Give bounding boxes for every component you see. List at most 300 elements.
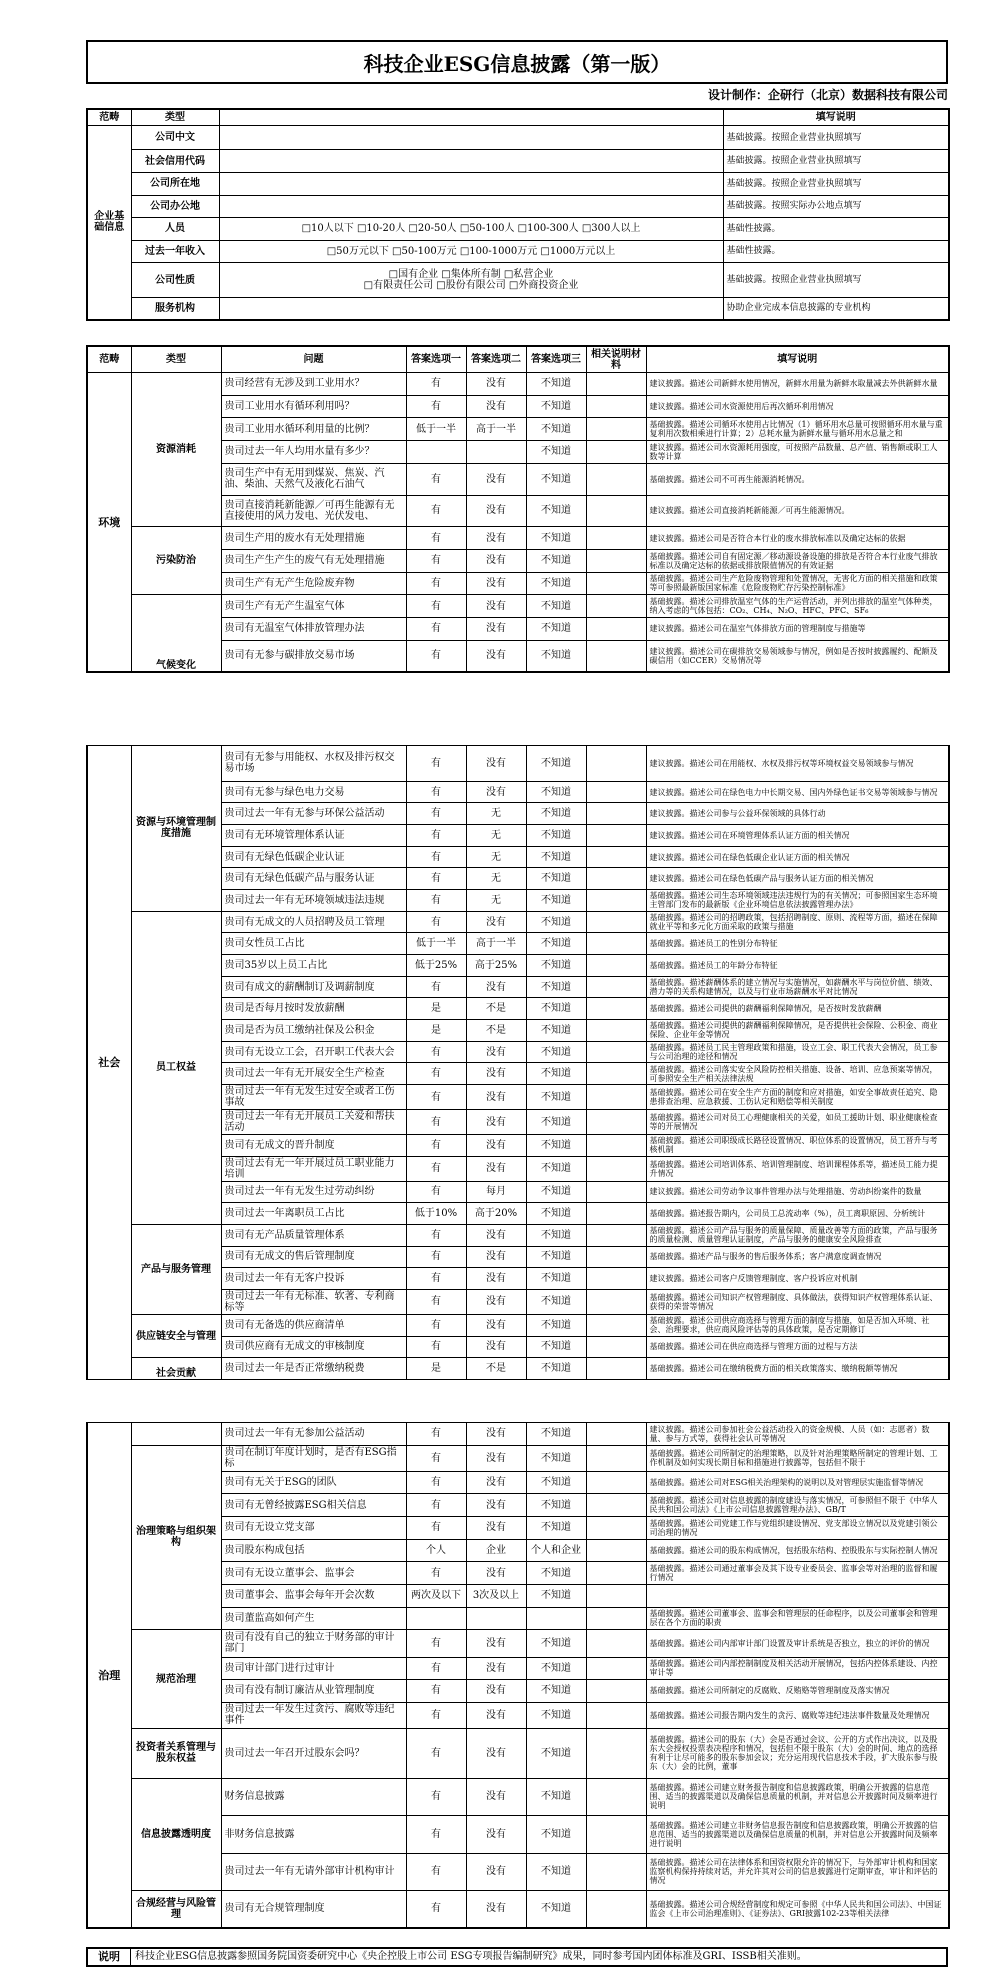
question-row <box>87 1445 949 1471</box>
answer-option-2: 没有 <box>466 1246 526 1268</box>
answer-option-2: 没有 <box>466 495 526 527</box>
fill-note: 基础披露。描述报告期内，公司员工总流动率（%），员工离职原因、分析统计 <box>646 1203 949 1225</box>
designer-credit: 设计制作：企研行（北京）数据科技有限公司 <box>707 88 948 102</box>
answer-option-2: 没有 <box>466 1890 526 1928</box>
fill-note: 基础披露。描述公司对ESG相关治理架构的说明以及对管理层实施监督等情况 <box>646 1471 949 1494</box>
type-label: 治理策略与组织架构 <box>136 1526 216 1549</box>
answer-option-3: 不知道 <box>526 933 586 955</box>
basic-note: 基础披露。按照实际办公地点填写 <box>723 195 949 218</box>
basic-note: 基础性披露。 <box>723 240 949 263</box>
type-cell <box>131 1224 221 1314</box>
category-cell <box>87 1423 131 1929</box>
fill-note: 基础披露。描述公司提供的薪酬福利保障情况，是否按时发放薪酬 <box>646 998 949 1020</box>
question-text: 贵司有无曾经披露ESG相关信息 <box>221 1494 406 1517</box>
answer-option-1: 有 <box>406 1246 466 1268</box>
material-cell <box>586 1423 646 1446</box>
answer-option-2: 没有 <box>466 1562 526 1585</box>
fill-note: 基础披露。描述公司建立财务报告制度和信息披露政策，明确公开披露的信息范围、适当的披露渠道以及确保信息质量的机制，并对信息公开披露时间及频率进行说明 <box>646 1778 949 1815</box>
material-cell <box>586 1156 646 1181</box>
question-text: 贵司生产用的废水有无处理措施 <box>221 527 406 550</box>
question-text: 贵司有无参与碳排放交易市场 <box>221 640 406 672</box>
fill-note: 建议披露。描述公司在环境管理体系认证方面的相关情况 <box>646 825 949 847</box>
answer-option-1: 有 <box>406 495 466 527</box>
answer-option-3: 不知道 <box>526 1517 586 1540</box>
material-cell <box>586 527 646 550</box>
question-text: 贵司有无备选的供应商清单 <box>221 1314 406 1336</box>
question-text: 贵司过去一年有无参与环保公益活动 <box>221 803 406 825</box>
type-cell <box>131 1778 221 1890</box>
material-cell <box>586 1289 646 1314</box>
material-cell <box>586 1246 646 1268</box>
basic-note: 基础披露。按照企业营业执照填写 <box>723 263 949 298</box>
fill-note: 基础披露。描述员工民主管理政策和措施，设立工会、职工代表大会情况，员工参与公司治理的途径和情况 <box>646 1041 949 1063</box>
answer-option-3: 不知道 <box>526 868 586 890</box>
type-cell <box>131 911 221 1224</box>
answer-option-2: 没有 <box>466 1085 526 1110</box>
material-cell <box>586 1562 646 1585</box>
question-text: 贵司供应商有无成文的审核制度 <box>221 1336 406 1358</box>
fill-note: 基础披露。描述公司在缴纳税费方面的相关政策落实、缴纳税额等情况 <box>646 1358 949 1380</box>
answer-option-1: 有 <box>406 1314 466 1336</box>
answer-option-1: 有 <box>406 527 466 550</box>
answer-option-2: 没有 <box>466 1728 526 1778</box>
fill-note: 基础披露。描述公司在供应商选择与管理方面的过程与方法 <box>646 1336 949 1358</box>
answer-option-3: 个人和企业 <box>526 1539 586 1562</box>
question-text: 贵司过去一年有无环境领域违法违规 <box>221 890 406 912</box>
governance-table <box>86 1422 950 1929</box>
material-cell <box>586 640 646 672</box>
answer-option-2: 没有 <box>466 640 526 672</box>
fill-note: 基础披露。描述公司自有固定源／移动源设备设施的排放是否符合本行业废气排放标准以及确定达标的依据或排放限值情况的有效证据 <box>646 549 949 572</box>
question-text: 贵司有无成文的晋升制度 <box>221 1135 406 1157</box>
material-cell <box>586 1517 646 1540</box>
fill-note <box>646 1585 949 1608</box>
header-fanchou: 范畴 <box>87 346 131 373</box>
answer-option-1: 低于一半 <box>406 933 466 955</box>
answer-option-3: 不知道 <box>526 1680 586 1703</box>
answer-option-3: 不知道 <box>526 890 586 912</box>
question-text: 贵司在制订年度计划时，是否有ESG指标 <box>221 1445 406 1471</box>
answer-option-2: 高于一半 <box>466 418 526 441</box>
basic-note: 基础性披露。 <box>723 218 949 241</box>
material-cell <box>586 1203 646 1225</box>
material-cell <box>586 933 646 955</box>
answer-option-1: 有 <box>406 911 466 933</box>
answer-option-1: 有 <box>406 395 466 418</box>
fill-note: 建议披露。描述公司在温室气体排放方面的管理制度与措施等 <box>646 617 949 640</box>
question-row <box>87 1778 949 1815</box>
question-text: 贵司过去一年有无标准、软著、专利商标等 <box>221 1289 406 1314</box>
basic-info-table <box>86 108 950 321</box>
question-text: 贵司董事会、监事会每年开会次数 <box>221 1585 406 1608</box>
answer-option-3: 不知道 <box>526 1494 586 1517</box>
material-cell <box>586 1607 646 1630</box>
fill-note: 基础披露。描述公司对员工心理健康相关的关爱，如员工援助计划、职业健康检查等的开展情况 <box>646 1110 949 1135</box>
type-label: 产品与服务管理 <box>141 1263 211 1275</box>
answer-option-2: 没有 <box>466 617 526 640</box>
answer-option-2: 3次及以上 <box>466 1585 526 1608</box>
answer-option-1: 有 <box>406 1085 466 1110</box>
answer-option-3: 不知道 <box>526 1085 586 1110</box>
answer-option-1: 低于一半 <box>406 418 466 441</box>
fill-note: 基础披露。描述公司党建工作与党组织建设情况、党支部设立情况以及党建引领公司治理的情况 <box>646 1517 949 1540</box>
question-text: 贵司过去一年有无发生过劳动纠纷 <box>221 1181 406 1203</box>
question-row <box>87 1630 949 1657</box>
answer-option-1: 有 <box>406 1268 466 1290</box>
answer-option-3: 不知道 <box>526 1203 586 1225</box>
answer-option-3: 不知道 <box>526 549 586 572</box>
header-a1: 答案选项一 <box>406 346 466 373</box>
answer-option-3: 不知道 <box>526 373 586 396</box>
question-text: 贵司过去一年是否正常缴纳税费 <box>221 1358 406 1380</box>
question-text: 贵司有无设立工会，召开职工代表大会 <box>221 1041 406 1063</box>
answer-option-2: 没有 <box>466 527 526 550</box>
material-cell <box>586 1063 646 1085</box>
answer-option-2: 没有 <box>466 976 526 998</box>
fill-note: 基础披露。描述公司循环水使用占比情况（1）循环用水总量可按照循环用水量与重复利用次数相乘进行计算；2）总耗水量为新鲜水量与循环用水总量之和 <box>646 418 949 441</box>
answer-option-2: 没有 <box>466 1816 526 1853</box>
answer-option-2: 没有 <box>466 1517 526 1540</box>
material-cell <box>586 846 646 868</box>
basic-value-cell <box>219 172 723 195</box>
answer-option-1 <box>406 1607 466 1630</box>
header-a3: 答案选项三 <box>526 346 586 373</box>
type-label: 员工权益 <box>156 1062 196 1074</box>
answer-option-3: 不知道 <box>526 463 586 495</box>
material-cell <box>586 1110 646 1135</box>
answer-option-2: 没有 <box>466 1063 526 1085</box>
material-cell <box>586 1268 646 1290</box>
fill-note: 基础披露。描述公司所制定的治理策略，以及针对治理策略所制定的管理计划、工作机制及如何实现长期目标和措施进行披露等，包括但不限于 <box>646 1445 949 1471</box>
category-label: 社会 <box>98 1056 121 1069</box>
material-cell <box>586 1728 646 1778</box>
answer-option-2: 无 <box>466 890 526 912</box>
basic-row <box>87 297 949 320</box>
answer-option-3: 不知道 <box>526 846 586 868</box>
answer-option-2: 无 <box>466 803 526 825</box>
material-cell <box>586 825 646 847</box>
category-label: 治理 <box>98 1668 121 1682</box>
fill-note: 基础披露。描述公司的股东构成情况，包括股东结构、控股股东与实际控制人情况 <box>646 1539 949 1562</box>
question-text: 贵司生产有无产生危险废弃物 <box>221 572 406 595</box>
answer-option-2: 没有 <box>466 1336 526 1358</box>
material-cell <box>586 1445 646 1471</box>
material-cell <box>586 1890 646 1928</box>
fill-note: 基础披露。描述公司不可再生能源消耗情况。 <box>646 463 949 495</box>
question-text: 贵司有无成文的售后管理制度 <box>221 1246 406 1268</box>
answer-option-1: 有 <box>406 1702 466 1728</box>
answer-option-1: 有 <box>406 1041 466 1063</box>
answer-option-2: 没有 <box>466 1702 526 1728</box>
answer-option-2: 无 <box>466 825 526 847</box>
type-label: 信息披露透明度 <box>141 1828 211 1840</box>
answer-option-2: 高于25% <box>466 955 526 977</box>
fill-note: 建议披露。描述公司在绿色电力中长期交易、国内外绿色证书交易等领域参与情况 <box>646 781 949 803</box>
answer-option-3: 不知道 <box>526 640 586 672</box>
answer-option-3: 不知道 <box>526 1585 586 1608</box>
fill-note: 基础披露。描述公司的股东（大）会是否通过会议、公开的方式作出决议，以及股东大会授权投票表决程序和情况，包括但不限于股东（大）会的时间、地点的选择有利于让尽可能多的股东参加会议；充分运用现代信息技术手段，扩大股东参与股东（大）会的比例，董事 <box>646 1728 949 1778</box>
basic-options-2: □有限责任公司 □股份有限公司 □外商投资企业 <box>363 280 579 292</box>
question-text: 贵司有无设立党支部 <box>221 1517 406 1540</box>
fill-note: 基础披露。描述员工的年龄分布特征 <box>646 955 949 977</box>
question-text: 贵司经营有无涉及到工业用水？ <box>221 373 406 396</box>
answer-option-1: 有 <box>406 781 466 803</box>
category-cell <box>87 746 131 1380</box>
answer-option-2: 没有 <box>466 1471 526 1494</box>
material-cell <box>586 395 646 418</box>
fill-note: 基础披露。描述员工的性别分布特征 <box>646 933 949 955</box>
answer-option-1: 有 <box>406 1110 466 1135</box>
type-cell <box>131 1358 221 1380</box>
type-cell <box>131 1423 221 1446</box>
answer-option-2: 没有 <box>466 746 526 782</box>
answer-option-3: 不知道 <box>526 1778 586 1815</box>
fill-note: 基础披露。描述公司落实安全风险防控相关措施、设备、培训、应急预案等情况，可参照安全生产相关法律法规 <box>646 1063 949 1085</box>
basic-row <box>87 172 949 195</box>
fill-note: 建议披露。描述公司在绿色低碳企业认证方面的相关情况 <box>646 846 949 868</box>
answer-option-3: 不知道 <box>526 1853 586 1890</box>
question-text: 贵司有无设立董事会、监事会 <box>221 1562 406 1585</box>
material-cell <box>586 441 646 464</box>
answer-option-2: 没有 <box>466 1494 526 1517</box>
question-text: 贵司有无合规管理制度 <box>221 1890 406 1928</box>
question-text: 贵司有没有制订廉洁从业管理制度 <box>221 1680 406 1703</box>
answer-option-1: 有 <box>406 746 466 782</box>
answer-option-3: 不知道 <box>526 527 586 550</box>
question-text: 贵司工业用水有循环利用吗？ <box>221 395 406 418</box>
answer-option-3: 不知道 <box>526 395 586 418</box>
fill-note: 建议披露。描述公司参与公益环保领域的具体行动 <box>646 803 949 825</box>
answer-option-1: 有 <box>406 1517 466 1540</box>
answer-option-1: 个人 <box>406 1539 466 1562</box>
type-label: 资源消耗 <box>156 444 196 456</box>
basic-row <box>87 195 949 218</box>
question-row <box>87 1224 949 1246</box>
answer-option-1: 有 <box>406 1728 466 1778</box>
answer-option-1: 是 <box>406 1020 466 1042</box>
answer-option-1: 有 <box>406 1135 466 1157</box>
question-row <box>87 746 949 782</box>
material-cell <box>586 1314 646 1336</box>
header-a2: 答案选项二 <box>466 346 526 373</box>
answer-option-2: 没有 <box>466 1630 526 1657</box>
question-text: 贵司生产中有无用到煤炭、焦炭、汽油、柴油、天然气及液化石油气 <box>221 463 406 495</box>
question-row <box>87 1423 949 1446</box>
question-text: 贵司是否每月按时发放薪酬 <box>221 998 406 1020</box>
fill-note: 建议披露。描述公司劳动争议事件管理办法与处理措施、劳动纠纷案件的数量 <box>646 1181 949 1203</box>
type-cell <box>131 527 221 595</box>
material-cell <box>586 1471 646 1494</box>
answer-option-2 <box>466 441 526 464</box>
fill-note: 基础披露。描述公司职级成长路径设置情况、职位体系的设置情况，员工晋升与考核机制 <box>646 1135 949 1157</box>
header-fanchou: 范畴 <box>87 109 131 125</box>
question-text: 贵司董监高如何产生 <box>221 1607 406 1630</box>
answer-option-1: 有 <box>406 1224 466 1246</box>
answer-option-3: 不知道 <box>526 1728 586 1778</box>
fill-note: 基础披露。描述公司通过董事会及其下设专业委员会、监事会等对治理的监督和履行情况 <box>646 1562 949 1585</box>
fill-note: 基础披露。描述公司报告期内发生的贪污、腐败等违纪违法事件数量及处理情况 <box>646 1702 949 1728</box>
fill-note: 建议披露。描述公司水资源耗用强度，可按照产品数量、总产值、销售额或职工人数等计算 <box>646 441 949 464</box>
answer-option-2: 不是 <box>466 998 526 1020</box>
fill-note: 基础披露。描述公司排放温室气体的生产运营活动，并列出排放的温室气体种类，纳入考虑的气体包括：CO₂、CH₄、N₂O、HFC、PFC、SF₆ <box>646 595 949 618</box>
answer-option-2: 没有 <box>466 1289 526 1314</box>
answer-option-1: 有 <box>406 976 466 998</box>
question-text: 贵司有无温室气体排放管理办法 <box>221 617 406 640</box>
answer-option-1: 有 <box>406 1657 466 1680</box>
answer-option-1: 有 <box>406 1890 466 1928</box>
material-cell <box>586 1336 646 1358</box>
answer-option-2: 没有 <box>466 572 526 595</box>
basic-type: 公司性质 <box>131 263 219 298</box>
fill-note: 基础披露。描述公司知识产权管理制度、具体做法，获得知识产权管理体系认证、获得的荣誉等情况 <box>646 1289 949 1314</box>
material-cell <box>586 463 646 495</box>
answer-option-3: 不知道 <box>526 1562 586 1585</box>
answer-option-3: 不知道 <box>526 955 586 977</box>
question-row <box>87 527 949 550</box>
basic-type: 人员 <box>131 218 219 241</box>
answer-option-1: 有 <box>406 1156 466 1181</box>
fill-note: 基础披露。描述公司在安全生产方面的制度和应对措施，如安全事故责任追究、隐患排查治理、应急救援、工伤认定和赔偿等相关制度 <box>646 1085 949 1110</box>
question-text: 贵司过去有无一年开展过员工职业能力培训 <box>221 1156 406 1181</box>
fill-note: 基础披露。描述公司内部控制制度及相关活动开展情况，包括内控体系建设、内控审计等 <box>646 1657 949 1680</box>
answer-option-1: 有 <box>406 1630 466 1657</box>
material-cell <box>586 1539 646 1562</box>
material-cell <box>586 595 646 618</box>
fill-note: 建议披露。描述公司客户反馈管理制度、客户投诉应对机制 <box>646 1268 949 1290</box>
answer-option-1: 有 <box>406 825 466 847</box>
answer-option-1: 低于25% <box>406 955 466 977</box>
answer-option-3: 不知道 <box>526 1063 586 1085</box>
header-type: 类型 <box>131 109 219 125</box>
answer-option-3: 不知道 <box>526 1336 586 1358</box>
answer-option-1: 有 <box>406 463 466 495</box>
material-cell <box>586 1585 646 1608</box>
answer-option-1: 有 <box>406 549 466 572</box>
question-text: 贵司过去一年人均用水量有多少？ <box>221 441 406 464</box>
answer-option-2: 没有 <box>466 1135 526 1157</box>
question-text: 贵司工业用水循环利用量的比例？ <box>221 418 406 441</box>
fill-note: 基础披露。描述公司对信息披露的制度建设与落实情况，可参照但不限于《中华人民共和国公司法》《上市公司信息披露管理办法》、GB/T <box>646 1494 949 1517</box>
material-cell <box>586 1630 646 1657</box>
question-text: 贵司生产生产生的废气有无处理措施 <box>221 549 406 572</box>
fill-note: 基础披露。描述公司供应商选择与管理方面的制度与措施，如是否加入环境、社会、治理要求，供应商风险评估等的具体政策，是否定期修订 <box>646 1314 949 1336</box>
answer-option-2: 没有 <box>466 1110 526 1135</box>
question-text: 贵司有无成文的人员招聘及员工管理 <box>221 911 406 933</box>
answer-option-3: 不知道 <box>526 1110 586 1135</box>
question-text: 财务信息披露 <box>221 1778 406 1815</box>
answer-option-1: 有 <box>406 1445 466 1471</box>
footer-label: 说明 <box>88 1949 131 1965</box>
material-cell <box>586 1778 646 1815</box>
answer-option-1: 有 <box>406 1494 466 1517</box>
basic-value-cell <box>219 218 723 241</box>
answer-option-2: 没有 <box>466 1224 526 1246</box>
material-cell <box>586 1020 646 1042</box>
material-cell <box>586 890 646 912</box>
answer-option-1: 有 <box>406 890 466 912</box>
material-cell <box>586 1085 646 1110</box>
header-type: 类型 <box>131 346 221 373</box>
answer-option-3: 不知道 <box>526 1657 586 1680</box>
fill-note: 基础披露。描述公司内部审计部门设置及审计系统是否独立，独立的评价的情况 <box>646 1630 949 1657</box>
answer-option-1: 有 <box>406 846 466 868</box>
question-text: 贵司35岁以上员工占比 <box>221 955 406 977</box>
answer-option-1: 是 <box>406 998 466 1020</box>
basic-note: 协助企业完成本信息披露的专业机构 <box>723 297 949 320</box>
page-title: 科技企业ESG信息披露（第一版） <box>86 40 948 84</box>
answer-option-2: 没有 <box>466 781 526 803</box>
answer-option-1: 有 <box>406 572 466 595</box>
answer-option-3: 不知道 <box>526 595 586 618</box>
fill-note: 基础披露。描述公司在法律体系和国资权限允许的情况下，与外部审计机构和国家监察机构保持持续对话，并允许其对公司的信息披露进行定期审查，审计和评估的情况 <box>646 1853 949 1890</box>
answer-option-2: 没有 <box>466 595 526 618</box>
answer-option-1: 有 <box>406 617 466 640</box>
fill-note: 基础披露。描述薪酬体系的建立情况与实施情况，如薪酬水平与岗位价值、绩效、潜力等的关系构建情况，以及与行业市场薪酬水平对比情况 <box>646 976 949 998</box>
header-mat: 相关说明材料 <box>586 346 646 373</box>
answer-option-1: 有 <box>406 373 466 396</box>
basic-value-cell <box>219 240 723 263</box>
basic-row <box>87 125 949 150</box>
answer-option-2: 不是 <box>466 1020 526 1042</box>
fill-note: 建议披露。描述公司在绿色低碳产品与服务认证方面的相关情况 <box>646 868 949 890</box>
answer-option-2: 没有 <box>466 1041 526 1063</box>
question-row <box>87 911 949 933</box>
question-text: 贵司有无参与用能权、水权及排污权交易市场 <box>221 746 406 782</box>
question-row <box>87 1314 949 1336</box>
answer-option-3: 不知道 <box>526 803 586 825</box>
question-text: 贵司过去一年有无发生过安全或者工伤事故 <box>221 1085 406 1110</box>
type-label: 投资者关系管理与股东权益 <box>136 1742 216 1765</box>
basic-options: □10人以下 □10-20人 □20-50人 □50-100人 □100-300人 □300人以上 <box>301 223 641 235</box>
fill-note: 建议披露。描述公司在碳排放交易领域参与情况，例如是否按时披露履约、配额及碳信用（如CCER）交易情况等 <box>646 640 949 672</box>
material-cell <box>586 1680 646 1703</box>
answer-option-3: 不知道 <box>526 825 586 847</box>
type-cell <box>131 373 221 527</box>
answer-option-3: 不知道 <box>526 1445 586 1471</box>
fill-note: 基础披露。描述公司董事会、监事会和管理层的任命程序，以及公司董事会和管理层在各个方面的职责 <box>646 1607 949 1630</box>
answer-option-1: 有 <box>406 1063 466 1085</box>
basic-options: □国有企业 □集体所有制 □私营企业 <box>388 269 554 281</box>
answer-option-1: 有 <box>406 1181 466 1203</box>
question-text: 贵司有成文的薪酬制订及调薪制度 <box>221 976 406 998</box>
basic-type: 公司中文 <box>131 125 219 150</box>
answer-option-3: 不知道 <box>526 1630 586 1657</box>
fill-note: 建议披露。描述公司水资源使用后再次循环利用情况 <box>646 395 949 418</box>
question-text: 贵司有没有自己的独立于财务部的审计部门 <box>221 1630 406 1657</box>
material-cell <box>586 1853 646 1890</box>
material-cell <box>586 1816 646 1853</box>
basic-row <box>87 240 949 263</box>
material-cell <box>586 998 646 1020</box>
type-label: 污染防治 <box>156 555 196 567</box>
answer-option-2: 高于一半 <box>466 933 526 955</box>
question-text: 贵司过去一年召开过股东会吗？ <box>221 1728 406 1778</box>
answer-option-1: 有 <box>406 1816 466 1853</box>
answer-option-1: 有 <box>406 595 466 618</box>
material-cell <box>586 955 646 977</box>
type-cell <box>131 1630 221 1729</box>
fill-note: 基础披露。描述公司建立非财务信息报告制度和信息披露政策，明确公开披露的信息范围、适当的披露渠道以及确保信息质量的机制，并对信息公开披露时间及频率进行说明 <box>646 1816 949 1853</box>
material-cell <box>586 1358 646 1380</box>
fill-note: 基础披露。描述公司生产危险废物管理和处置情况，无害化方面的相关措施和政策等可参照最新版国家标准《危险废物贮存污染控制标准》 <box>646 572 949 595</box>
answer-option-1: 有 <box>406 868 466 890</box>
question-text: 贵司有无关于ESG的团队 <box>221 1471 406 1494</box>
answer-option-3: 不知道 <box>526 1358 586 1380</box>
answer-option-3: 不知道 <box>526 1020 586 1042</box>
answer-option-2: 没有 <box>466 1853 526 1890</box>
header-fill: 填写说明 <box>723 109 949 125</box>
basic-row <box>87 263 949 298</box>
